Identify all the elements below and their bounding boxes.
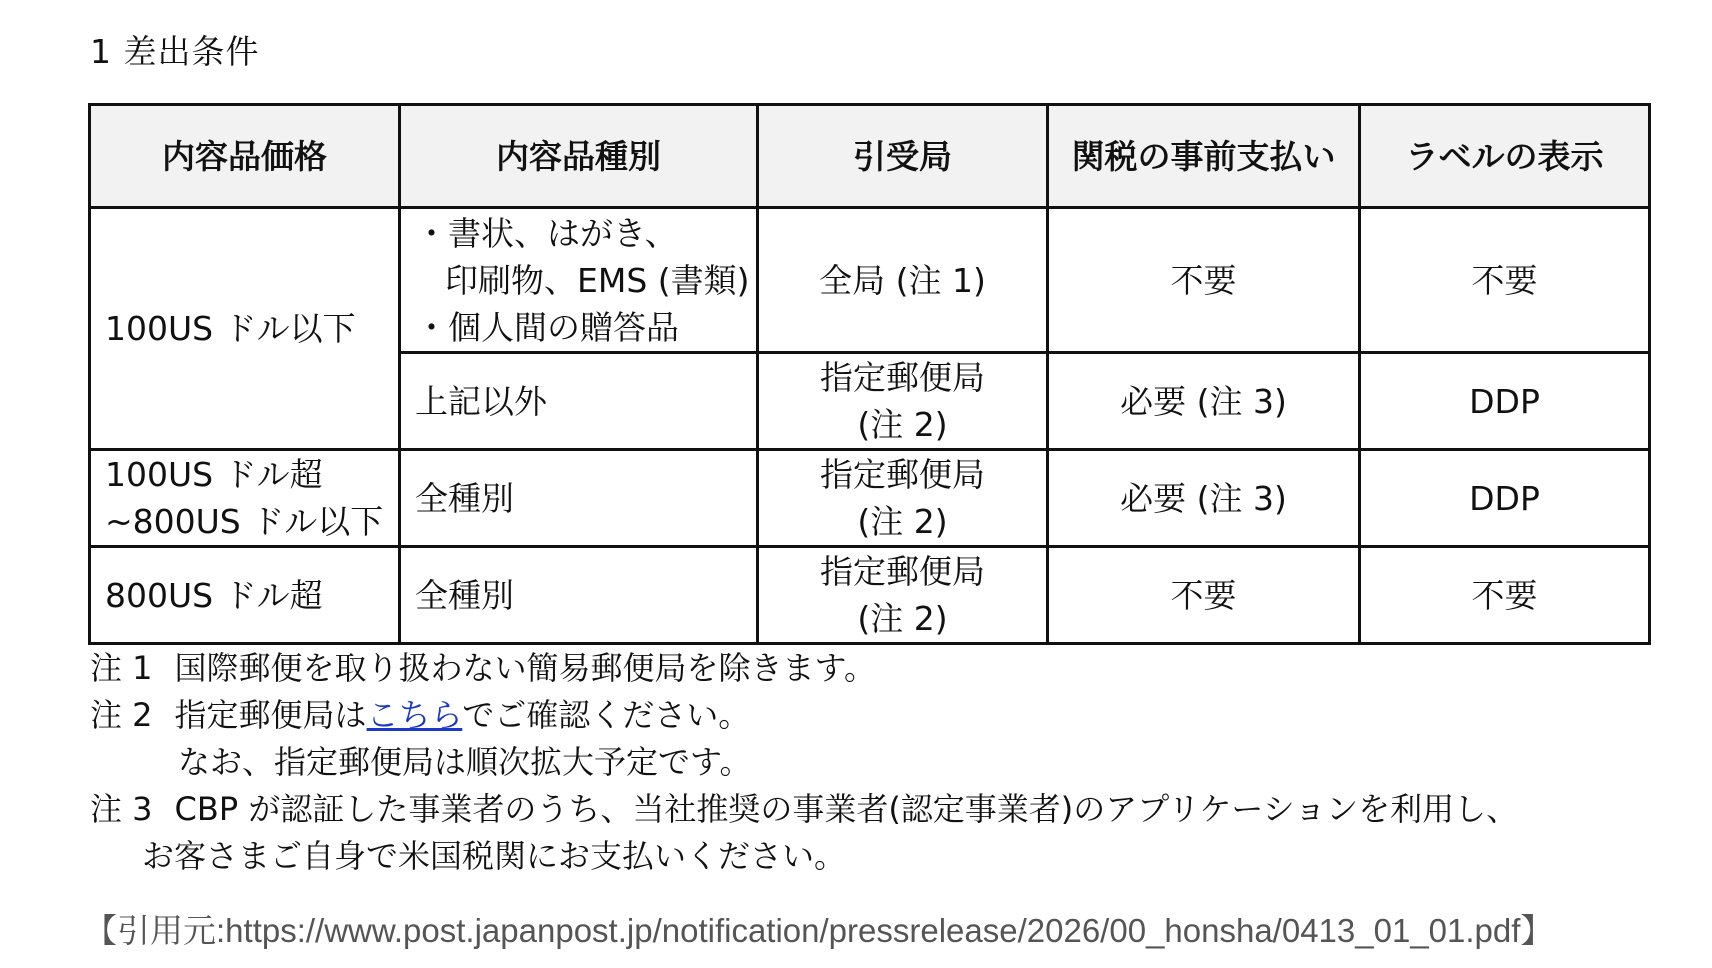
note-marker: 注 3 (90, 790, 153, 828)
note-2 (90, 692, 1518, 739)
label-cell: DDP (1360, 353, 1650, 450)
office-line: (注 2) (857, 502, 948, 541)
table-header-row (90, 105, 1650, 208)
content-type-cell (400, 208, 758, 353)
note-1 (90, 645, 1518, 692)
header-cell-content-type: 内容品種別 (400, 105, 758, 208)
section-title: 1 差出条件 (90, 32, 260, 71)
office-cell (758, 353, 1048, 450)
duty-cell: 必要 (注 3) (1048, 353, 1360, 450)
office-line: 指定郵便局 (820, 455, 985, 494)
header-cell-label: ラベルの表示 (1360, 105, 1650, 208)
note-text: 国際郵便を取り扱わない簡易郵便局を除きます。 (174, 649, 876, 687)
note-text: でご確認ください。 (462, 696, 751, 734)
office-line: (注 2) (857, 405, 948, 444)
content-type-cell: 全種別 (400, 547, 758, 644)
price-cell: 100US ドル以下 (90, 208, 400, 450)
header-cell-duty-prepayment: 関税の事前支払い (1048, 105, 1360, 208)
office-cell (758, 450, 1048, 547)
content-type-cell: 全種別 (400, 450, 758, 547)
price-cell: 800US ドル超 (90, 547, 400, 644)
label-cell: DDP (1360, 450, 1650, 547)
notes-section (90, 645, 1518, 880)
designated-offices-link[interactable]: こちら (366, 696, 463, 734)
price-cell (90, 450, 400, 547)
note-marker: 注 2 (90, 696, 153, 734)
note-marker: 注 1 (90, 649, 153, 687)
duty-cell: 不要 (1048, 547, 1360, 644)
note-2-continuation: なお、指定郵便局は順次拡大予定です。 (178, 743, 752, 781)
label-cell: 不要 (1360, 547, 1650, 644)
table-row (90, 547, 1650, 644)
office-line: 指定郵便局 (820, 358, 985, 397)
office-cell: 全局 (注 1) (758, 208, 1048, 353)
content-type-line: 印刷物、EMS (書類) (445, 260, 750, 300)
note-3 (90, 786, 1518, 833)
content-type-cell: 上記以外 (400, 353, 758, 450)
note-3-continuation: お客さまご自身で米国税関にお支払いください。 (142, 837, 847, 875)
header-cell-office: 引受局 (758, 105, 1048, 208)
duty-cell: 必要 (注 3) (1048, 450, 1360, 547)
duty-cell: 不要 (1048, 208, 1360, 353)
table-row (90, 208, 1650, 353)
office-line: 指定郵便局 (820, 552, 985, 591)
office-cell (758, 547, 1048, 644)
note-text: CBP が認証した事業者のうち、当社推奨の事業者(認定事業者)のアプリケーションを利用し、 (174, 790, 1519, 828)
price-line: ~800US ドル以下 (105, 502, 384, 541)
content-type-line: ・書状、はがき、 (415, 213, 678, 253)
label-cell: 不要 (1360, 208, 1650, 353)
shipping-conditions-table (88, 103, 1651, 645)
price-line: 100US ドル超 (105, 455, 323, 494)
table-row (90, 450, 1650, 547)
source-citation: 【引用元:https://www.post.japanpost.jp/notification/pressrelease/2026/00_honsha/0413_01_01.pdf】 (84, 912, 1554, 949)
content-type-line: ・個人間の贈答品 (415, 307, 679, 347)
note-text: 指定郵便局は (174, 696, 367, 734)
header-cell-price: 内容品価格 (90, 105, 400, 208)
office-line: (注 2) (857, 599, 948, 638)
